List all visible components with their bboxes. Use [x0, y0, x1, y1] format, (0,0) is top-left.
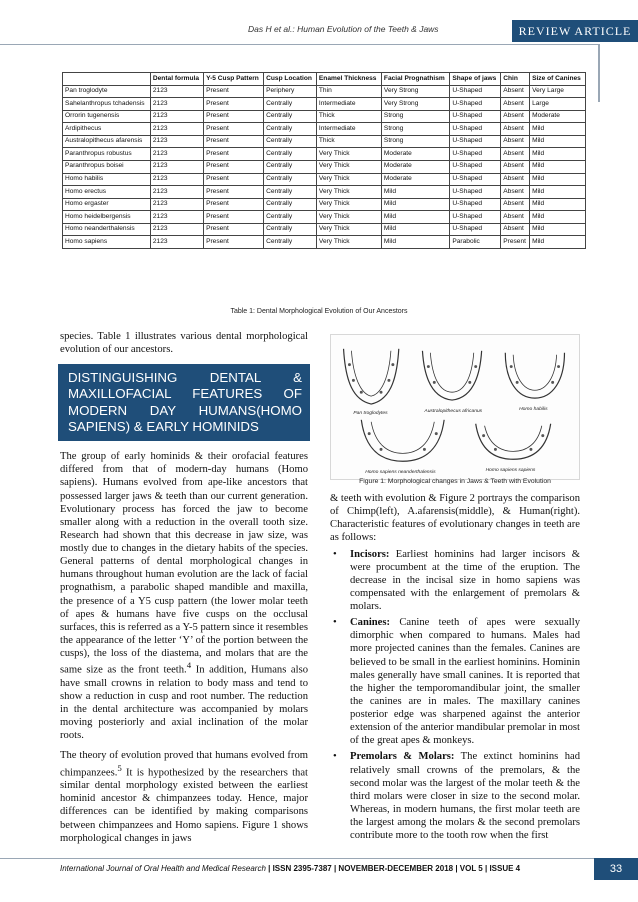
- table-cell: Mild: [530, 123, 586, 136]
- footer-rule: [0, 858, 638, 859]
- label-neander: Homo sapiens neanderthalensis: [365, 470, 436, 476]
- table-cell: Sahelanthropus tchadensis: [63, 98, 151, 111]
- table-cell: Present: [204, 160, 264, 173]
- table-cell: 2123: [150, 223, 203, 236]
- table-cell: U-Shaped: [450, 135, 501, 148]
- feature-term: Incisors:: [350, 548, 390, 560]
- table-cell: U-Shaped: [450, 160, 501, 173]
- table-row: [63, 160, 586, 173]
- feature-term: Premolars & Molars:: [350, 751, 455, 763]
- table-cell: Very Strong: [381, 85, 449, 98]
- feature-list-item: [330, 750, 580, 842]
- body-paragraph-1: The group of early hominids & their orofacial features differed from that of modern-day humans (Homo sapiens). Humans evolved from ape-like ancestors that possessed larger jaws & teeth than our current generation. Evolutionary process has forced the jaw to become smaller along with a reduction in the overall tooth size. Research had shown that this decrease in jaw size, was mostly due to changes in the dietary habits of the species. General patterns of dental morphological changes in humans throughout human evolution are the lack of facial prognathism, a parabolic shaped mandible and maxilla, the presence of a Y5 cusp pattern (the lower molar teeth of apes & humans have five cusps on the occlusal surfaces, this is referred as a Y-5 pattern since it resembles the appearance of the letter ‘Y’ of the portion between the cusps), the loss of the diastema, and molars that are the same size as the front teeth.$^4$ In addition, Humans also have small crowns in relation to body mass and tend to show a reduction in cusp and root number. The reduction in the dental architecture was accompanied by molars moving posteriorly and axial inclination of the molar roots.: [60, 451, 308, 742]
- label-habilis: Homo habilis: [519, 406, 548, 412]
- table-cell: U-Shaped: [450, 85, 501, 98]
- citation-ref: 4: [186, 660, 192, 671]
- table-cell: Mild: [530, 186, 586, 199]
- article-type-badge: REVIEW ARTICLE: [512, 20, 638, 42]
- table-cell: Homo habilis: [63, 173, 151, 186]
- table-cell: Strong: [381, 123, 449, 136]
- table-cell: 2123: [150, 110, 203, 123]
- table-column-header: Chin: [501, 73, 530, 86]
- table-cell: U-Shaped: [450, 223, 501, 236]
- table-row: [63, 85, 586, 98]
- citation-ref: 5: [117, 762, 122, 773]
- table-cell: Intermediate: [316, 123, 381, 136]
- feature-text: The extinct hominins had relatively small crowns of the premolars, & the second molar was the largest of the molar teeth & the third molars were closer in size to the second molar. Whereas, in modern humans, the first molar teeth are the largest among the molars & the second premolars contribute more to the tooth row when the first: [350, 751, 580, 842]
- intro-paragraph: species. Table 1 illustrates various dental morphological evolution of our ancestors.: [60, 331, 308, 356]
- journal-details: | ISSN 2395-7387 | NOVEMBER-DECEMBER 2018 | VOL 5 | ISSUE 4: [265, 864, 521, 873]
- table-cell: Absent: [501, 85, 530, 98]
- figure-caption: Figure 1: Morphological changes in Jaws & Teeth with Evolution: [359, 478, 551, 485]
- table-row: [63, 173, 586, 186]
- table-cell: Absent: [501, 186, 530, 199]
- feature-text: Canine teeth of apes were sexually dimorphic when compared to humans. Males had more projected canines than the females. Canines are believed to be small in the earliest hominins. Hominin males generally have small canines. It is reported that the higher the temporomandibular joint, the smaller the canines are in males. The maxillary canines posterior edge was sharpened against the anterior extension of the anterior mandibular premolar in most of the great apes & monkeys.: [350, 617, 580, 747]
- header-rule-vertical: [598, 44, 600, 102]
- bullet-icon: •: [333, 751, 337, 763]
- table-cell: 2123: [150, 173, 203, 186]
- table-cell: 2123: [150, 198, 203, 211]
- table-row: [63, 236, 586, 249]
- table-cell: Absent: [501, 148, 530, 161]
- table-cell: Centrally: [264, 223, 317, 236]
- table-cell: Homo sapiens: [63, 236, 151, 249]
- table-cell: Present: [501, 236, 530, 249]
- table-cell: 2123: [150, 211, 203, 224]
- table-cell: U-Shaped: [450, 98, 501, 111]
- table-cell: 2123: [150, 186, 203, 199]
- table-cell: Large: [530, 98, 586, 111]
- table-cell: U-Shaped: [450, 198, 501, 211]
- table-column-header: Cusp Location: [264, 73, 317, 86]
- table-row: [63, 198, 586, 211]
- page-header: [0, 0, 638, 60]
- jaw-figure: [330, 334, 580, 480]
- table-cell: Present: [204, 148, 264, 161]
- table-cell: Mild: [530, 173, 586, 186]
- feature-term: Canines:: [350, 617, 391, 629]
- table-cell: Centrally: [264, 123, 317, 136]
- table-cell: Very Thick: [316, 160, 381, 173]
- table-cell: Thick: [316, 135, 381, 148]
- table-cell: Very Thick: [316, 148, 381, 161]
- table-cell: U-Shaped: [450, 148, 501, 161]
- table-cell: Strong: [381, 135, 449, 148]
- table-cell: Present: [204, 123, 264, 136]
- table-cell: Mild: [381, 236, 449, 249]
- label-sapiens: Homo sapiens sapiens: [485, 468, 536, 474]
- table-row: [63, 98, 586, 111]
- table-row: [63, 123, 586, 136]
- table-cell: Mild: [530, 211, 586, 224]
- feature-list-item: [330, 548, 580, 614]
- table-row: [63, 135, 586, 148]
- table-cell: Present: [204, 110, 264, 123]
- table-cell: Centrally: [264, 211, 317, 224]
- table-cell: U-Shaped: [450, 186, 501, 199]
- table-cell: Mild: [381, 211, 449, 224]
- table-body: [63, 85, 586, 248]
- right-column: [330, 492, 580, 845]
- table-cell: Ardipithecus: [63, 123, 151, 136]
- table-cell: U-Shaped: [450, 123, 501, 136]
- table-cell: Mild: [381, 198, 449, 211]
- table-row: [63, 223, 586, 236]
- table-cell: Homo erectus: [63, 186, 151, 199]
- table-cell: Mild: [381, 223, 449, 236]
- table-cell: Parabolic: [450, 236, 501, 249]
- header-rule: [0, 44, 600, 45]
- table-cell: Mild: [530, 198, 586, 211]
- table-column-header: [63, 73, 151, 86]
- table-cell: Very Strong: [381, 98, 449, 111]
- table-cell: Mild: [530, 148, 586, 161]
- jaw-neanderthalensis: [361, 420, 444, 461]
- table-cell: Centrally: [264, 98, 317, 111]
- table-cell: Centrally: [264, 173, 317, 186]
- table-cell: 2123: [150, 135, 203, 148]
- table-cell: Present: [204, 135, 264, 148]
- table-cell: Intermediate: [316, 98, 381, 111]
- table-cell: Centrally: [264, 160, 317, 173]
- table-cell: Centrally: [264, 186, 317, 199]
- table-cell: Mild: [530, 223, 586, 236]
- table-cell: Pan troglodyte: [63, 85, 151, 98]
- table-cell: Present: [204, 211, 264, 224]
- table-cell: Present: [204, 173, 264, 186]
- running-title: Das H et al.: Human Evolution of the Teeth & Jaws: [248, 24, 439, 34]
- table-cell: Homo heidelbergensis: [63, 211, 151, 224]
- table-cell: U-Shaped: [450, 110, 501, 123]
- table-row: [63, 110, 586, 123]
- table-cell: Very Thick: [316, 173, 381, 186]
- left-column: [60, 330, 308, 852]
- table-cell: Absent: [501, 135, 530, 148]
- section-heading: DISTINGUISHING DENTAL & MAXILLOFACIAL FEATURES OF MODERN DAY HUMANS(HOMO SAPIENS) & EARLY HOMINIDS: [58, 364, 310, 441]
- table-cell: Paranthropus boisei: [63, 160, 151, 173]
- right-intro-paragraph: & teeth with evolution & Figure 2 portrays the comparison of Chimp(left), A.afarensis(middle), & Human(right). Characteristic features of evolutionary changes in teeth are as follows:: [330, 493, 580, 544]
- table-cell: Moderate: [381, 160, 449, 173]
- table-cell: Absent: [501, 160, 530, 173]
- table-cell: Homo neanderthalensis: [63, 223, 151, 236]
- feature-text: Earliest hominins had larger incisors & were procumbent at the time of the eruption. The decrease in the incisal size in homo sapiens was compensated with the enlargement of premolars & molars.: [350, 548, 580, 612]
- table-cell: Thin: [316, 85, 381, 98]
- table-cell: Present: [204, 236, 264, 249]
- table-column-header: Shape of jaws: [450, 73, 501, 86]
- table-row: [63, 211, 586, 224]
- table-cell: 2123: [150, 123, 203, 136]
- table-cell: 2123: [150, 85, 203, 98]
- table-cell: Moderate: [530, 110, 586, 123]
- table-row: [63, 148, 586, 161]
- table-cell: U-Shaped: [450, 173, 501, 186]
- dental-morphology-table: [62, 72, 586, 249]
- journal-name: International Journal of Oral Health and Medical Research: [60, 864, 266, 873]
- table-header-row: [63, 73, 586, 86]
- bullet-icon: •: [333, 617, 337, 629]
- label-afarensis: Australopithecus africanus: [424, 408, 483, 414]
- table-cell: Mild: [381, 186, 449, 199]
- table-column-header: Size of Canines: [530, 73, 586, 86]
- table-cell: Very Thick: [316, 186, 381, 199]
- jaw-illustration: [331, 335, 579, 479]
- table-cell: Paranthropus robustus: [63, 148, 151, 161]
- table-cell: 2123: [150, 148, 203, 161]
- table-cell: Very Large: [530, 85, 586, 98]
- table-cell: Mild: [530, 236, 586, 249]
- table-cell: Centrally: [264, 236, 317, 249]
- table-cell: Absent: [501, 123, 530, 136]
- table-column-header: Y-5 Cusp Pattern: [204, 73, 264, 86]
- body-paragraph-2: The theory of evolution proved that humans evolved from chimpanzees.$^5$ It is hypothesized by the researchers that similar dental morphology existed between the earliest hominid ancestor & chimpanzees today. Hence, major differences can be identified by making comparisons between chimpanzees and Homo sapiens. Figure 1 shows morphological changes in jaws: [60, 750, 308, 844]
- table-column-header: Dental formula: [150, 73, 203, 86]
- table-cell: Very Thick: [316, 198, 381, 211]
- table-cell: Present: [204, 186, 264, 199]
- table-cell: U-Shaped: [450, 211, 501, 224]
- page-number: 33: [594, 858, 638, 880]
- table-cell: Present: [204, 198, 264, 211]
- jaw-australopithecus: [422, 351, 481, 400]
- table-cell: Present: [204, 98, 264, 111]
- feature-list: [330, 548, 580, 843]
- table-cell: Periphery: [264, 85, 317, 98]
- table-cell: Homo ergaster: [63, 198, 151, 211]
- table-column-header: Facial Prognathism: [381, 73, 449, 86]
- table-cell: 2123: [150, 236, 203, 249]
- table-cell: Present: [204, 223, 264, 236]
- table-cell: Very Thick: [316, 223, 381, 236]
- table-cell: Present: [204, 85, 264, 98]
- table-cell: Absent: [501, 211, 530, 224]
- bullet-icon: •: [333, 548, 337, 560]
- table-cell: Strong: [381, 110, 449, 123]
- table-cell: Moderate: [381, 148, 449, 161]
- jaw-homo-habilis: [505, 353, 564, 398]
- footer-citation: [60, 864, 520, 873]
- table-row: [63, 186, 586, 199]
- table-cell: Very Thick: [316, 211, 381, 224]
- table-cell: 2123: [150, 98, 203, 111]
- table-cell: Very Thick: [316, 236, 381, 249]
- table-cell: Australopithecus afarensis: [63, 135, 151, 148]
- table-cell: Absent: [501, 198, 530, 211]
- table-cell: Moderate: [381, 173, 449, 186]
- table-cell: Centrally: [264, 198, 317, 211]
- table-cell: Centrally: [264, 110, 317, 123]
- table-cell: Mild: [530, 135, 586, 148]
- table-cell: Orrorin tugenensis: [63, 110, 151, 123]
- label-pan: Pan troglodytes: [353, 410, 388, 416]
- table-cell: Absent: [501, 98, 530, 111]
- table-cell: Thick: [316, 110, 381, 123]
- table-cell: Centrally: [264, 135, 317, 148]
- table-caption: Table 1: Dental Morphological Evolution of Our Ancestors: [230, 308, 408, 315]
- feature-list-item: [330, 616, 580, 747]
- table-cell: Absent: [501, 173, 530, 186]
- jaw-homo-sapiens: [476, 424, 551, 460]
- table-cell: Mild: [530, 160, 586, 173]
- table-cell: Absent: [501, 223, 530, 236]
- table-cell: 2123: [150, 160, 203, 173]
- table-cell: Absent: [501, 110, 530, 123]
- table-cell: Centrally: [264, 148, 317, 161]
- table-column-header: Enamel Thickness: [316, 73, 381, 86]
